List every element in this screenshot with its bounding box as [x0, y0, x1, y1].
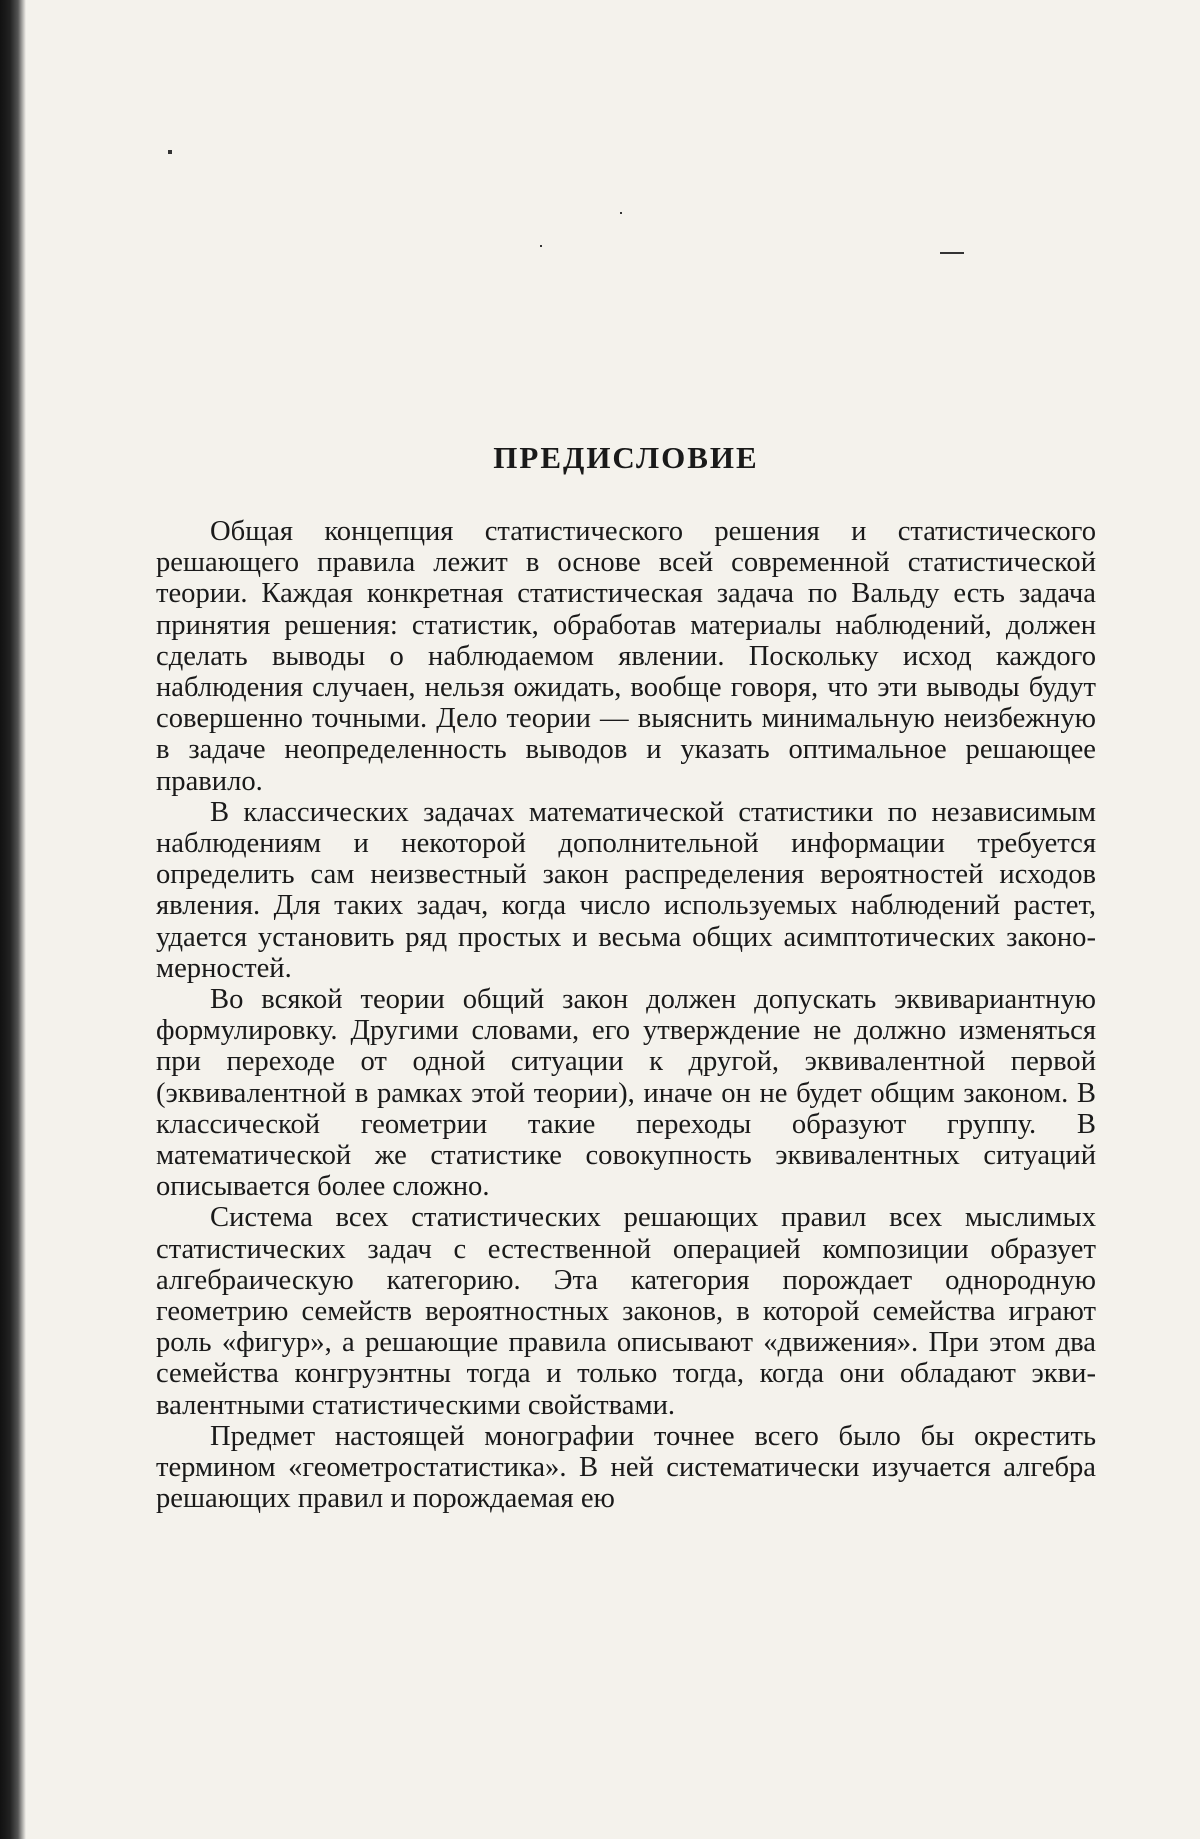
scan-speck: [620, 212, 622, 214]
paragraph-1: Общая концепция статистического решения и статистического решающего правила лежит в основе всей современной статистической теории. Каждая конкретная статистическая задача по Вальду есть задача принятия решения: статистик, обработав материалы наблюдений, должен сделать выводы о наблюдаемом явлении. Поскольку исход каждого наблюдения случаен, нельзя ожидать, вообще говоря, что эти выводы будут совершенно точными. Дело теории — выяснить минимальную неизбежную в задаче неопределенность выводов и указать оптимальное решающее правило.: [156, 516, 1096, 797]
scan-dash: [940, 252, 964, 254]
preface-text-block: [156, 440, 1096, 1515]
paragraph-4: Система всех статистических решающих правил всех мыслимых статистических задач с естественной операцией композиции образует алгебраическую категорию. Эта категория порождает однородную геометрию семейств вероятностных законов, в которой семейства играют роль «фигур», а решающие правила описывают «движения». При этом два семейства конгруэнтны тогда и только тогда, когда они обладают эквивалентными статистическими свойствами.: [156, 1202, 1096, 1421]
paragraph-2: В классических задачах математической статистики по независимым наблюдениям и некоторой дополнительной информации требуется определить сам неизвестный закон распределения вероятностей исходов явления. Для таких задач, когда число используемых наблюдений растет, удается установить ряд простых и весьма общих асимптотических закономерностей.: [156, 796, 1096, 984]
scan-speck: [540, 245, 542, 247]
page-title: ПРЕДИСЛОВИЕ: [493, 440, 759, 475]
scan-speck: [168, 150, 172, 154]
page-binding-edge: [0, 0, 26, 1839]
paragraph-3: Во всякой теории общий закон должен допускать эквивариантную формулировку. Другими словами, его утверждение не должно изменяться при переходе от одной ситуации к другой, эквивалентной первой (эквивалентной в рамках этой теории), иначе он не будет общим законом. В классической геометрии такие переходы образуют группу. В математической же статистике совокупность эквивалентных ситуаций описывается более сложно.: [156, 984, 1096, 1203]
paragraph-5: Предмет настоящей монографии точнее всего было бы окрестить термином «геометростатистика». В ней систематически изучается алгебра решающих правил и порождаемая ею: [156, 1420, 1096, 1515]
